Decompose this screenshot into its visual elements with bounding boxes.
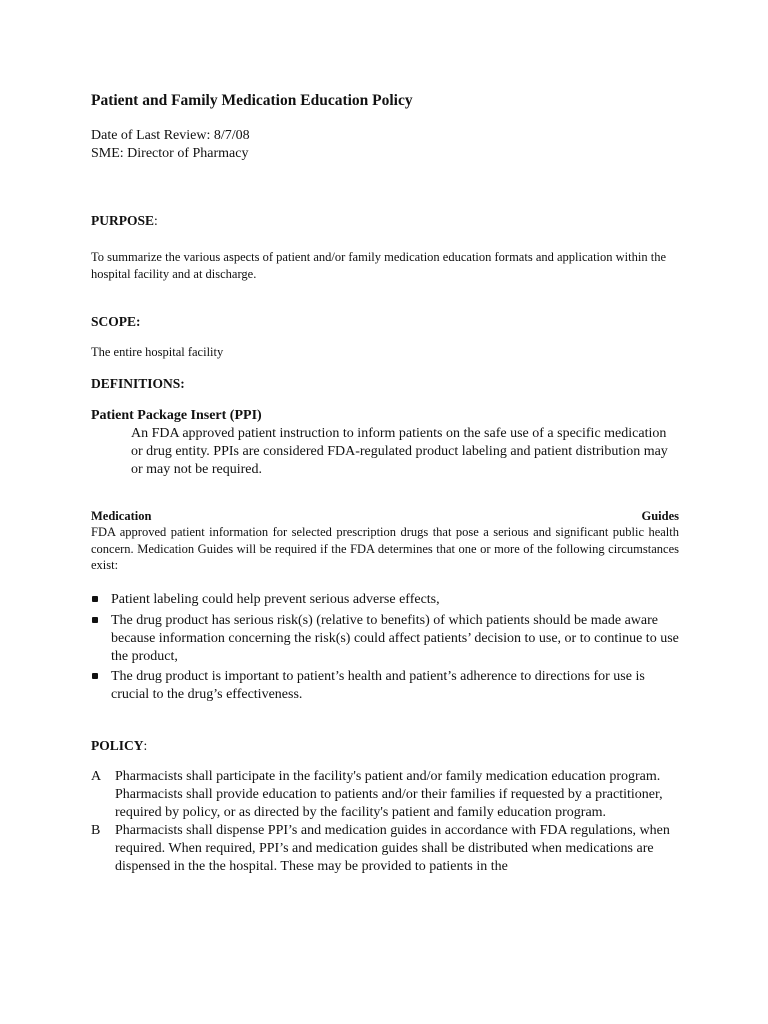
list-item <box>91 591 679 609</box>
policy-item-b <box>91 822 679 876</box>
policy-item-text: Pharmacists shall dispense PPI’s and medication guides in accordance with FDA regulations, when required. When required, PPI’s and medication guides shall be distributed when medications are dispensed in the the hospital. These may be provided to patients in the <box>115 823 670 874</box>
list-item <box>91 668 679 704</box>
scope-text: The entire hospital facility <box>91 345 224 359</box>
medguides-circumstances-list <box>91 591 679 707</box>
list-item <box>91 612 679 666</box>
ppi-definition: An FDA approved patient instruction to inform patients on the safe use of a specific medication or drug entity. PPIs are considered FDA-regulated product labeling and patient distribution may or may not be required. <box>131 426 668 477</box>
policy-heading-colon: : <box>143 738 148 753</box>
policy-item-marker: A <box>91 769 102 784</box>
ppi-term: Patient Package Insert (PPI) <box>91 408 262 423</box>
review-date: Date of Last Review: 8/7/08 <box>91 128 250 143</box>
policy-item-marker: B <box>91 823 101 838</box>
medguides-term-left: Medication <box>91 509 152 523</box>
list-item-text: The drug product is important to patient’s health and patient’s adherence to directions for use is crucial to the drug’s effectiveness. <box>111 669 645 702</box>
policy-item-text: Pharmacists shall participate in the facility's patient and/or family medication education program. Pharmacists shall provide education to patients and/or their families if requested by a practitioner, required by policy, or as directed by the facility's patient and family education program. <box>115 769 663 820</box>
review-meta <box>91 127 679 163</box>
bullet-icon <box>92 673 98 679</box>
scope-heading: SCOPE: <box>91 314 141 329</box>
purpose-heading-label: PURPOSE <box>91 213 155 228</box>
medguides-term <box>91 508 679 525</box>
list-item-text: Patient labeling could help prevent serious adverse effects, <box>111 592 440 607</box>
bullet-icon <box>92 596 98 602</box>
sme-line: SME: Director of Pharmacy <box>91 146 249 161</box>
policy-heading <box>91 737 679 755</box>
purpose-heading <box>91 212 679 230</box>
policy-item-a <box>91 768 679 822</box>
list-item-text: The drug product has serious risk(s) (relative to benefits) of which patients should be made aware because information concerning the risk(s) could affect patients’ decision to use, or to continue to use the product, <box>111 612 679 664</box>
medguides-term-right: Guides <box>641 509 679 523</box>
purpose-heading-colon: : <box>154 213 158 228</box>
policy-list <box>91 768 679 876</box>
medguides-definition: FDA approved patient information for selected prescription drugs that pose a serious and significant public health concern. Medication Guides will be required if the FDA determines that one or more of the following circumstances exist: <box>91 525 679 572</box>
bullet-icon <box>92 617 98 623</box>
definitions-heading: DEFINITIONS: <box>91 376 185 391</box>
policy-heading-label: POLICY <box>91 738 144 753</box>
purpose-text: To summarize the various aspects of patient and/or family medication education formats and application within the hospital facility and at discharge. <box>91 250 666 281</box>
document-title: Patient and Family Medication Education Policy <box>91 92 413 109</box>
